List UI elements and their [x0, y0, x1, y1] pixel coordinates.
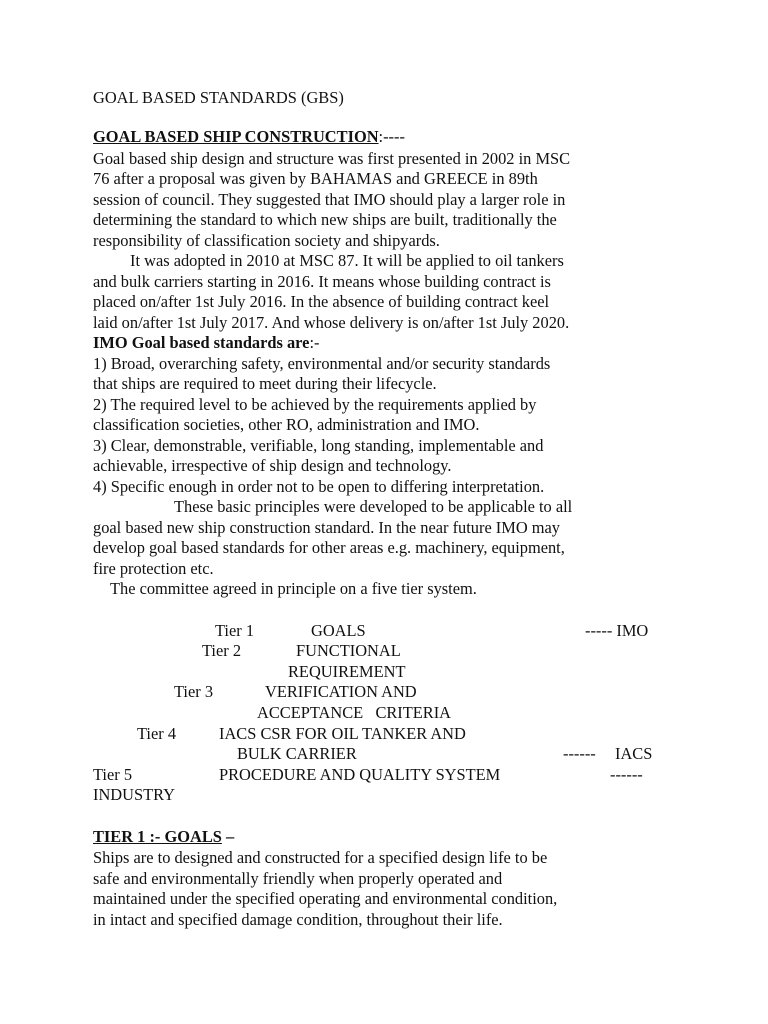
tier-5-label: Tier 5: [93, 765, 133, 784]
tier-5-org: INDUSTRY: [93, 785, 175, 804]
tier-3-desc-line1: VERIFICATION AND: [265, 682, 417, 701]
tier-4-dash: ------: [563, 744, 596, 763]
imo-heading-text: IMO Goal based standards are: [93, 333, 310, 352]
paragraph-line: 76 after a proposal was given by BAHAMAS and GREECE in 89th: [93, 169, 538, 188]
paragraph-line: Goal based ship design and structure was first presented in 2002 in MSC: [93, 149, 571, 168]
heading-suffix: :----: [378, 127, 405, 146]
tier-1-org: ----- IMO: [585, 621, 649, 640]
tier-4-label: Tier 4: [137, 724, 177, 743]
tier-4-org: IACS: [615, 744, 653, 763]
list-item: that ships are required to meet during their lifecycle.: [93, 374, 437, 393]
tier-1-label: Tier 1: [215, 621, 255, 640]
paragraph-line: maintained under the specified operating and environmental condition,: [93, 889, 558, 908]
paragraph-line: The committee agreed in principle on a five tier system.: [110, 579, 477, 598]
tier-5-dash: ------: [610, 765, 643, 784]
imo-standards-heading: [93, 333, 319, 353]
paragraph-line: develop goal based standards for other areas e.g. machinery, equipment,: [93, 538, 565, 557]
paragraph-line: and bulk carriers starting in 2016. It means whose building contract is: [93, 272, 551, 291]
paragraph-line: responsibility of classification society and shipyards.: [93, 231, 440, 250]
tier-1-desc: GOALS: [311, 621, 366, 640]
list-item: 2) The required level to be achieved by the requirements applied by: [93, 395, 537, 414]
tier-2-desc-line2: REQUIREMENT: [288, 662, 406, 681]
tier-3-desc-line2: ACCEPTANCE CRITERIA: [257, 703, 452, 722]
tier-2-desc-line1: FUNCTIONAL: [296, 641, 401, 660]
imo-heading-suffix: :-: [309, 333, 320, 352]
paragraph-line: fire protection etc.: [93, 559, 214, 578]
paragraph-line: in intact and specified damage condition, throughout their life.: [93, 910, 503, 929]
tier-2-label: Tier 2: [202, 641, 242, 660]
paragraph-line: placed on/after 1st July 2016. In the absence of building contract keel: [93, 292, 550, 311]
tier1-heading-text: TIER 1 :- GOALS: [93, 827, 222, 846]
list-item: 1) Broad, overarching safety, environmental and/or security standards: [93, 354, 551, 373]
list-item: 4) Specific enough in order not to be open to differing interpretation.: [93, 477, 545, 496]
section-heading-gbs-construction: [93, 127, 405, 147]
tier-3-label: Tier 3: [174, 682, 214, 701]
tier1-heading-suffix: –: [221, 827, 235, 846]
tier-4-desc-line2: BULK CARRIER: [237, 744, 357, 763]
paragraph-line: safe and environmentally friendly when properly operated and: [93, 869, 503, 888]
list-item: classification societies, other RO, administration and IMO.: [93, 415, 480, 434]
paragraph-line: session of council. They suggested that IMO should play a larger role in: [93, 190, 566, 209]
paragraph-line: Ships are to designed and constructed for a specified design life to be: [93, 848, 548, 867]
tier-5-desc: PROCEDURE AND QUALITY SYSTEM: [219, 765, 501, 784]
paragraph-line: It was adopted in 2010 at MSC 87. It will be applied to oil tankers: [130, 251, 564, 270]
list-item: achievable, irrespective of ship design and technology.: [93, 456, 452, 475]
section-heading-tier1-goals: [93, 827, 234, 847]
paragraph-line: These basic principles were developed to be applicable to all: [174, 497, 573, 516]
list-item: 3) Clear, demonstrable, verifiable, long standing, implementable and: [93, 436, 544, 455]
tier-4-desc-line1: IACS CSR FOR OIL TANKER AND: [219, 724, 466, 743]
paragraph-line: determining the standard to which new ships are built, traditionally the: [93, 210, 557, 229]
document-title: GOAL BASED STANDARDS (GBS): [93, 88, 344, 107]
heading-text: GOAL BASED SHIP CONSTRUCTION: [93, 127, 379, 146]
paragraph-line: goal based new ship construction standard. In the near future IMO may: [93, 518, 560, 537]
paragraph-line: laid on/after 1st July 2017. And whose delivery is on/after 1st July 2020.: [93, 313, 570, 332]
